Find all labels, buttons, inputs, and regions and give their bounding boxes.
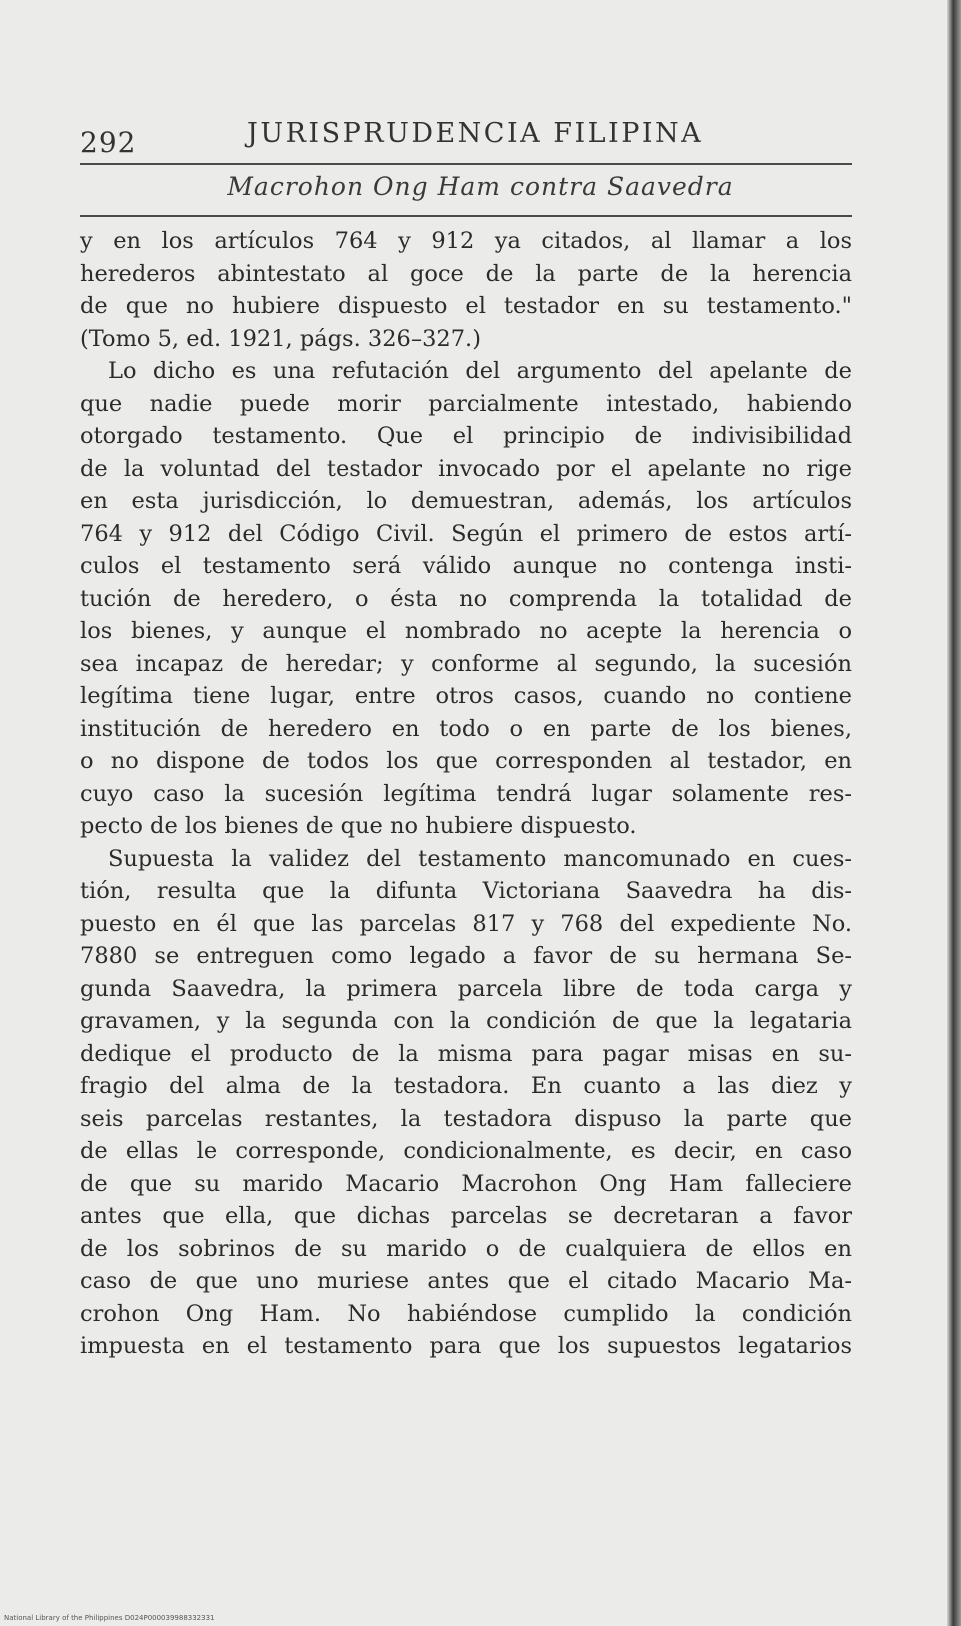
case-title: Macrohon Ong Ham contra Saavedra <box>227 172 734 201</box>
text-line: pecto de los bienes de que no hubiere dispuesto. <box>80 813 637 839</box>
text-line: de que su marido Macario Macrohon Ong Ham falleciere <box>80 1170 852 1197</box>
text-line: cuyo caso la sucesión legítima tendrá lugar solamente res- <box>80 780 852 807</box>
text-line: tión, resulta que la difunta Victoriana Saavedra ha dis- <box>80 878 852 904</box>
scan-edge <box>947 0 961 1626</box>
text-line: de los sobrinos de su marido o de cualquiera de ellos en <box>80 1235 852 1262</box>
text-line: otorgado testamento. Que el principio de indivisibilidad <box>80 423 852 449</box>
text-line: de que no hubiere dispuesto el testador en su testamento." <box>80 293 852 319</box>
text-line: impuesta en el testamento para que los supuestos legatarios <box>80 1333 852 1359</box>
footer-credit: National Library of the Philippines D024P000039988332331 <box>4 1614 215 1622</box>
text-line: tución de heredero, o ésta no comprenda la totalidad de <box>80 585 852 612</box>
header-rule-bottom <box>80 215 852 217</box>
page-number: 292 <box>80 126 137 159</box>
text-line: culos el testamento será válido aunque no contenga insti- <box>80 553 852 579</box>
text-line: de ellas le corresponde, condicionalmente, es decir, en caso <box>80 1138 852 1164</box>
text-line: en esta jurisdicción, lo demuestran, además, los artículos <box>80 488 852 514</box>
text-line: Lo dicho es una refutación del argumento del apelante de <box>108 358 852 384</box>
text-line: institución de heredero en todo o en parte de los bienes, <box>80 715 852 742</box>
text-line: los bienes, y aunque el nombrado no acepte la herencia o <box>80 618 852 644</box>
page-header <box>80 112 852 162</box>
text-line: dedique el producto de la misma para pagar misas en su- <box>80 1040 852 1067</box>
text-line: gunda Saavedra, la primera parcela libre de toda carga y <box>80 975 852 1002</box>
running-title: JURISPRUDENCIA FILIPINA <box>247 118 704 149</box>
text-line: Supuesta la validez del testamento mancomunado en cues- <box>108 845 852 872</box>
text-line: o no dispone de todos los que corresponden al testador, en <box>80 748 852 774</box>
text-line: seis parcelas restantes, la testadora dispuso la parte que <box>80 1105 852 1132</box>
text-line: que nadie puede morir parcialmente intestado, habiendo <box>80 390 852 417</box>
text-line: 7880 se entreguen como legado a favor de su hermana Se- <box>80 943 852 969</box>
header-rule-top <box>80 163 852 165</box>
text-line: y en los artículos 764 y 912 ya citados, al llamar a los <box>80 228 852 254</box>
text-line: (Tomo 5, ed. 1921, págs. 326–327.) <box>80 325 481 352</box>
text-line: sea incapaz de heredar; y conforme al segundo, la sucesión <box>80 650 852 677</box>
text-line: 764 y 912 del Código Civil. Según el primero de estos artí- <box>80 520 852 547</box>
text-line: antes que ella, que dichas parcelas se decretaran a favor <box>80 1203 852 1229</box>
text-line: puesto en él que las parcelas 817 y 768 del expediente No. <box>80 910 852 937</box>
text-line: fragio del alma de la testadora. En cuanto a las diez y <box>80 1073 852 1099</box>
text-line: caso de que uno muriese antes que el citado Macario Ma- <box>80 1268 852 1294</box>
text-line: legítima tiene lugar, entre otros casos, cuando no contiene <box>80 683 852 709</box>
text-line: gravamen, y la segunda con la condición de que la legataria <box>80 1008 852 1034</box>
body-text <box>80 225 852 1363</box>
text-line: crohon Ong Ham. No habiéndose cumplido la condición <box>80 1300 852 1327</box>
text-line: herederos abintestato al goce de la parte de la herencia <box>80 260 852 287</box>
text-line: de la voluntad del testador invocado por el apelante no rige <box>80 455 852 482</box>
